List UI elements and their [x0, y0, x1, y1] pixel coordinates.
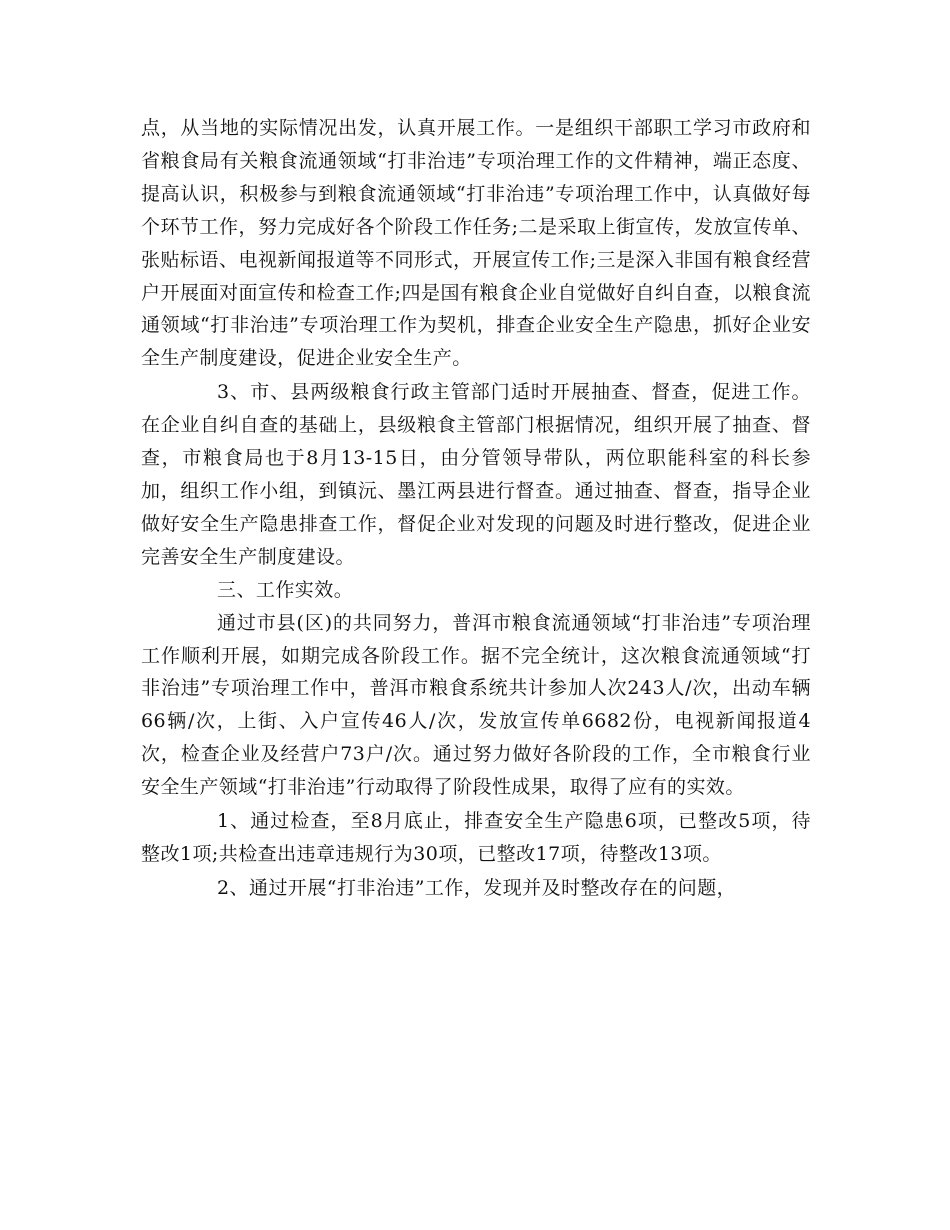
section-heading-results: 三、工作实效。: [217, 578, 354, 601]
paragraph-hazards-count: 1、通过检查，至8月底止，排查安全生产隐患6项，已整改5项，待整改1项;共检查出违章违规行为30项，已整改17项，待整改13项。: [141, 810, 811, 865]
paragraph-results-summary: 通过市县(区)的共同努力，普洱市粮食流通领域“打非治违”专项治理工作顺利开展，如期完成各阶段工作。据不完全统计，这次粮食流通领域“打非治违”专项治理工作中，普洱市粮食系统共计参加人次243人/次，出动车辆66辆/次，上街、入户宣传46人/次，发放宣传单6682份，电视新闻报道4次，检查企业及经营户73户/次。通过努力做好各阶段的工作，全市粮食行业安全生产领域“打非治违”行动取得了阶段性成果，取得了应有的实效。: [141, 611, 811, 799]
document-page: [141, 112, 811, 905]
paragraph-inspection: 3、市、县两级粮食行政主管部门适时开展抽查、督查，促进工作。在企业自纠自查的基础上，县级粮食主管部门根据情况，组织开展了抽查、督查，市粮食局也于8月13-15日，由分管领导带队，两位职能科室的科长参加，组织工作小组，到镇沅、墨江两县进行督查。通过抽查、督查，指导企业做好安全生产隐患排查工作，督促企业对发现的问题及时进行整改，促进企业完善安全生产制度建设。: [141, 381, 811, 568]
paragraph-work-measures: 点，从当地的实际情况出发，认真开展工作。一是组织干部职工学习市政府和省粮食局有关粮食流通领域“打非治违”专项治理工作的文件精神，端正态度、提高认识，积极参与到粮食流通领域“打非治违”专项治理工作中，认真做好每个环节工作，努力完成好各个阶段工作任务;二是采取上街宣传，发放宣传单、张贴标语、电视新闻报道等不同形式，开展宣传工作;三是深入非国有粮食经营户开展面对面宣传和检查工作;四是国有粮食企业自觉做好自纠自查，以粮食流通领域“打非治违”专项治理工作为契机，排查企业安全生产隐患，抓好企业安全生产制度建设，促进企业安全生产。: [141, 117, 811, 370]
paragraph-rectification: 2、通过开展“打非治违”工作，发现并及时整改存在的问题，: [217, 876, 737, 899]
